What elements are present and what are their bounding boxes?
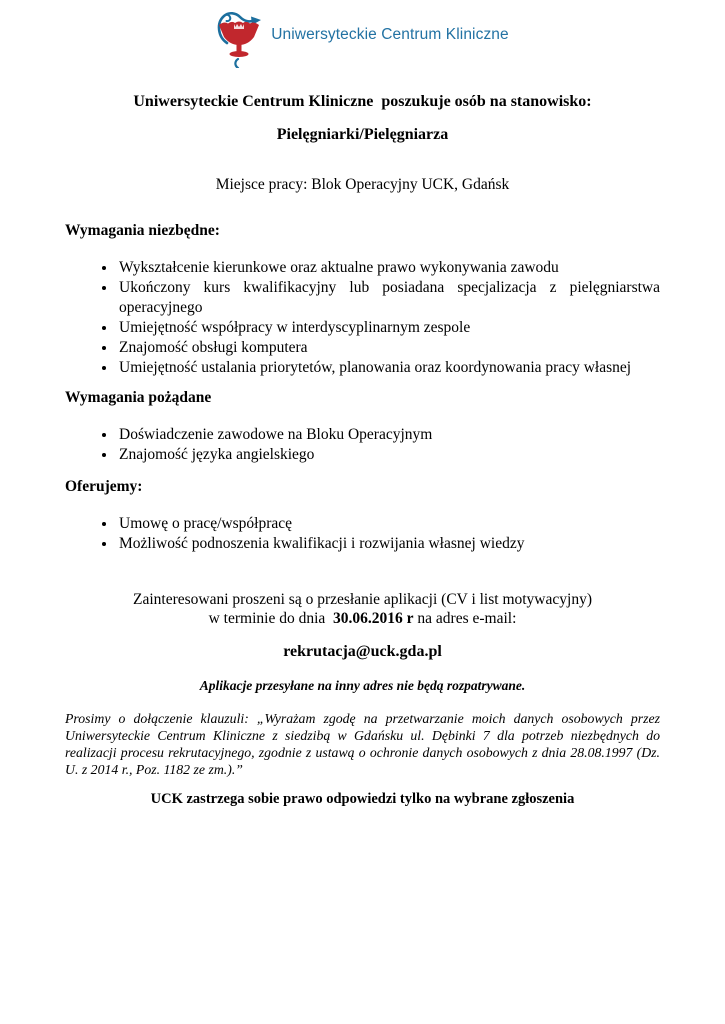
list-item: • Ukończony kurs kwalifikacyjny lub posiadana specjalizacja z pielęgniarstwa operacyjnego <box>117 278 660 318</box>
snake-tail <box>236 59 239 68</box>
logo <box>65 10 660 68</box>
list-item: • Umiejętność ustalania priorytetów, planowania oraz koordynowania pracy własnej <box>117 358 660 378</box>
title-block <box>65 93 660 144</box>
section-heading-required: Wymagania niezbędne: <box>65 222 220 239</box>
application-line1: Zainteresowani proszeni są o przesłanie aplikacji (CV i list motywacyjny) <box>133 591 592 608</box>
snake-curl <box>224 15 230 21</box>
required-list <box>65 258 660 378</box>
application-instructions <box>65 590 660 628</box>
address-warning: Aplikacje przesyłane na inny adres nie będą rozpatrywane. <box>199 678 526 693</box>
bowl-base <box>230 51 249 57</box>
offer-list <box>65 514 660 554</box>
recruitment-email: rekrutacja@uck.gda.pl <box>283 643 442 660</box>
deadline-prefix: w terminie do dnia <box>208 610 334 627</box>
position-title: Pielęgniarki/Pielęgniarza <box>276 126 449 143</box>
list-item: • Znajomość obsługi komputera <box>117 338 660 358</box>
deadline-date: 30.06.2016 r <box>333 610 414 627</box>
consent-clause: Prosimy o dołączenie klauzuli: „Wyrażam zgodę na przetwarzanie moich danych osobowych przez Uniwersyteckie Centrum Kliniczne z siedzibą w Gdańsku ul. Dębinki 7 dla potrzeb niezbędnych do realizacji procesu rekrutacyjnego, zgodnie z ustawą o ochronie danych osobowych z dnia 28.08.1997 (Dz. U. z 2014 r., Poz. 1182 ze zm.).” <box>65 711 660 777</box>
list-item: • Znajomość języka angielskiego <box>117 445 660 465</box>
section-heading-offer: Oferujemy: <box>65 478 143 495</box>
desired-list <box>65 425 660 465</box>
hygieia-bowl-snake-icon <box>216 10 262 68</box>
list-item: • Doświadczenie zawodowe na Bloku Operacyjnym <box>117 425 660 445</box>
deadline-suffix: na adres e-mail: <box>413 610 517 627</box>
list-item: • Umowę o pracę/współpracę <box>117 514 660 534</box>
work-location: Miejsce pracy: Blok Operacyjny UCK, Gdańsk <box>215 176 510 193</box>
list-item: • Możliwość podnoszenia kwalifikacji i rozwijania własnej wiedzy <box>117 534 660 554</box>
section-heading-desired: Wymagania pożądane <box>65 389 212 406</box>
list-item: • Wykształcenie kierunkowe oraz aktualne prawo wykonywania zawodu <box>117 258 660 278</box>
list-item: • Umiejętność współpracy w interdyscyplinarnym zespole <box>117 318 660 338</box>
bowl-stem <box>237 44 242 52</box>
logo-org-name: Uniwersyteckie Centrum Kliniczne <box>271 26 509 43</box>
footer-note: UCK zastrzega sobie prawo odpowiedzi tylko na wybrane zgłoszenia <box>150 791 575 807</box>
posting-title: Uniwersyteckie Centrum Kliniczne poszukuje osób na stanowisko: <box>133 93 592 110</box>
application-line2 <box>65 609 660 628</box>
